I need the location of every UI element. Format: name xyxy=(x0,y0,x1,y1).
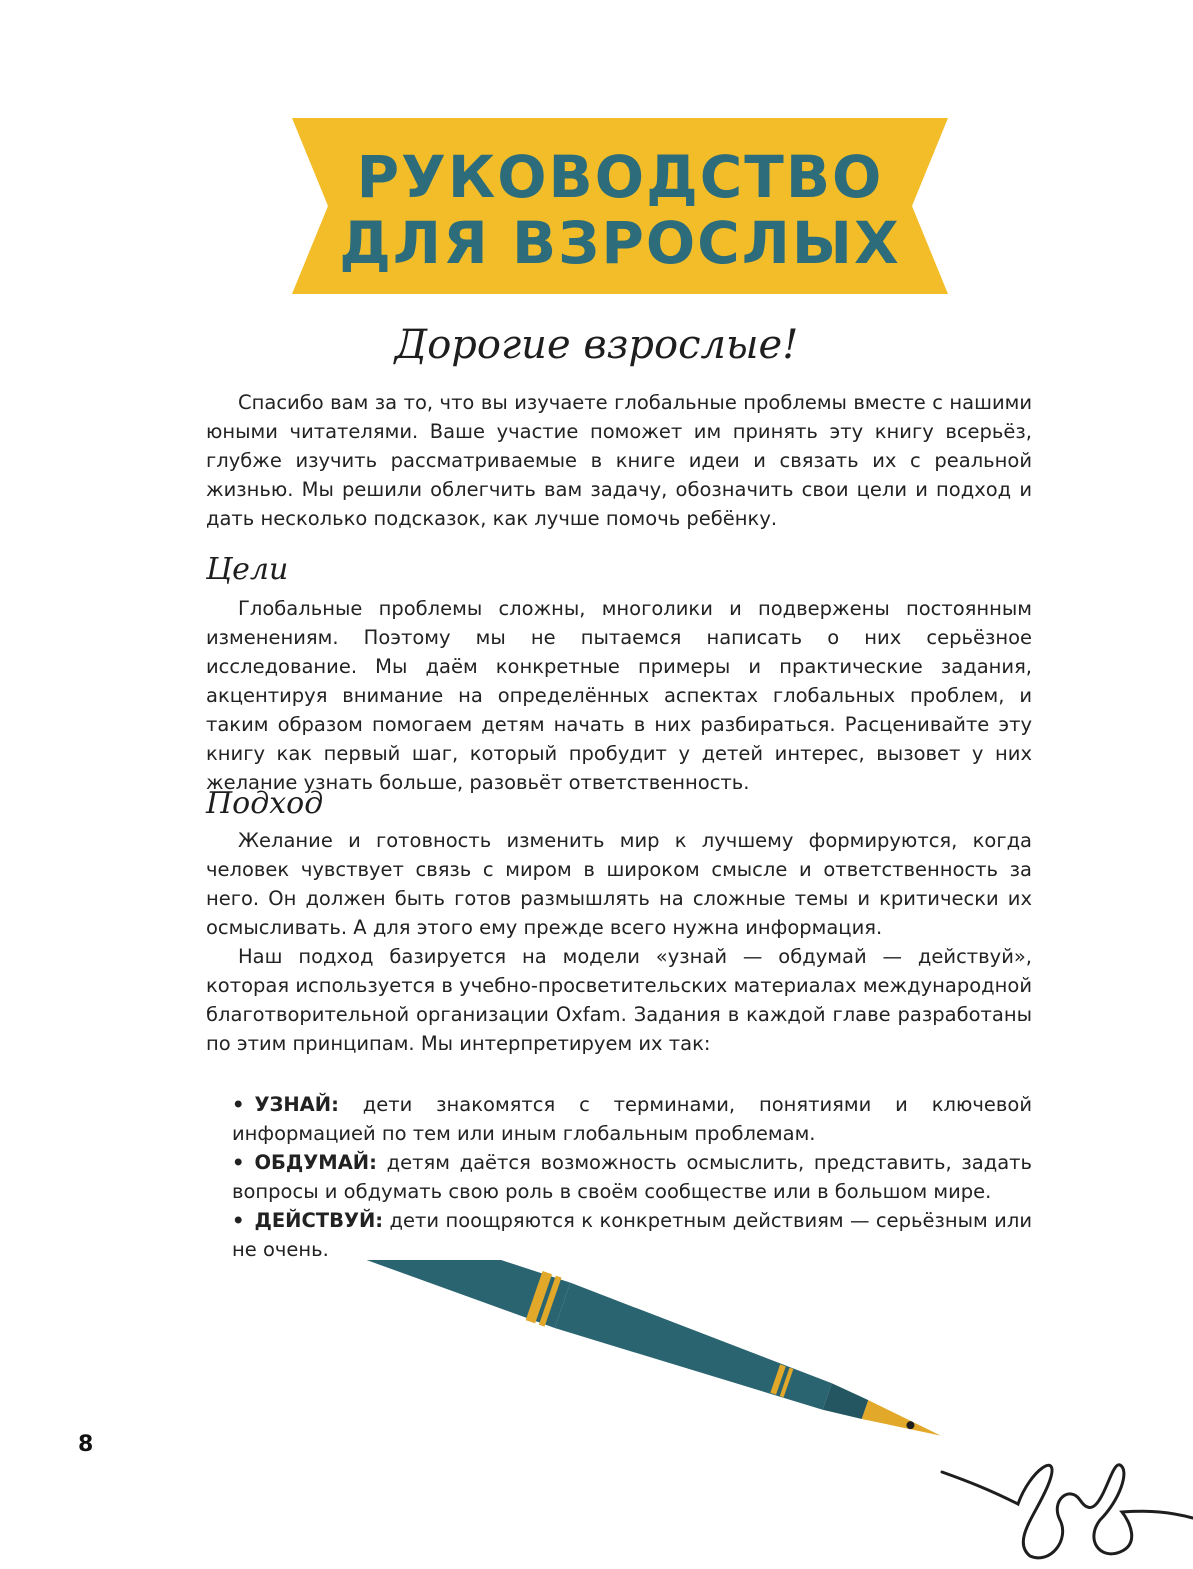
bullet-text: дети поощряются к конкретным действиям — серьёзным или не очень. xyxy=(232,1209,1032,1261)
intro-paragraph: Спасибо вам за то, что вы изучаете глобальные проблемы вместе с нашими юными читателями. Ваше участие поможет им принять эту книгу всерьёз, глубже изучить рассматриваемые в книге идеи и связать их с реальной жизнью. Мы решили облегчить вам задачу, обозначить свои цели и подход и дать несколько подсказок, как лучше помочь ребёнку. xyxy=(206,391,1032,530)
page-title-line-1: РУКОВОДСТВО xyxy=(356,143,884,211)
approach-heading: Подход xyxy=(206,786,324,821)
page-title xyxy=(292,144,948,276)
bullet-icon: • xyxy=(232,1209,245,1232)
bullet-text: дети знакомятся с терминами, понятиями и ключевой информацией по тем или иным глобальным проблемам. xyxy=(232,1093,1032,1145)
title-banner xyxy=(292,118,948,294)
bullet-term: ДЕЙСТВУЙ: xyxy=(254,1209,384,1232)
bullet-icon: • xyxy=(232,1151,245,1174)
list-item xyxy=(232,1206,1032,1264)
fountain-pen-icon xyxy=(270,1260,1193,1569)
goals-heading: Цели xyxy=(206,552,289,587)
bullet-term: ОБДУМАЙ: xyxy=(254,1151,377,1174)
greeting-heading: Дорогие взрослые! xyxy=(394,322,799,368)
page-title-line-2: ДЛЯ ВЗРОСЛЫХ xyxy=(339,209,901,277)
list-item xyxy=(232,1148,1032,1206)
page-number: 8 xyxy=(78,1432,94,1457)
bullet-icon: • xyxy=(232,1093,245,1116)
goals-paragraph: Глобальные проблемы сложны, многолики и подвержены постоянным изменениям. Поэтому мы не пытаемся написать о них серьёзное исследование. Мы даём конкретные примеры и практические задания, акцентируя внимание на определённых аспектах глобальных проблем, и таким образом помогаем детям начать в них разбираться. Расценивайте эту книгу как первый шаг, который пробудит у детей интерес, вызовет у них желание узнать больше, разовьёт ответственность. xyxy=(206,597,1032,794)
approach-paragraph-1: Желание и готовность изменить мир к лучшему формируются, когда человек чувствует связь с миром в широком смысле и ответственность за него. Он должен быть готов размышлять на сложные темы и критически их осмысливать. А для этого ему прежде всего нужна информация. xyxy=(206,829,1032,939)
bullet-term: УЗНАЙ: xyxy=(254,1093,339,1116)
list-item xyxy=(232,1090,1032,1148)
approach-paragraph-2: Наш подход базируется на модели «узнай — обдумай — действуй», которая используется в учебно-просветительских материалах международной благотворительной организации Oxfam. Задания в каждой главе разработаны по этим принципам. Мы интерпретируем их так: xyxy=(206,945,1032,1055)
principles-list xyxy=(232,1090,1032,1264)
bullet-text: детям даётся возможность осмыслить, представить, задать вопросы и обдумать свою роль в своём сообществе или в большом мире. xyxy=(232,1151,1032,1203)
